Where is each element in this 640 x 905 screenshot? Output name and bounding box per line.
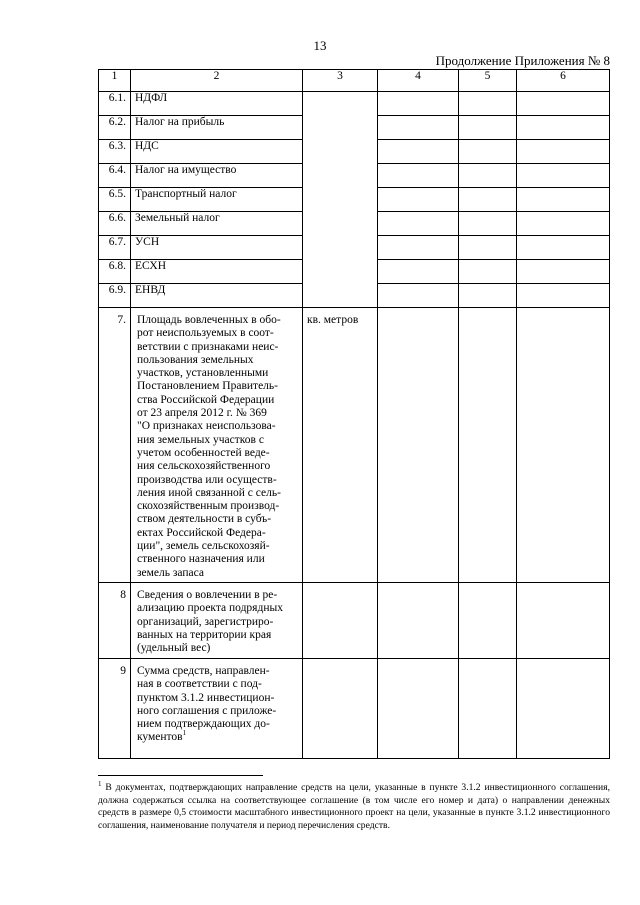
value-cell	[378, 188, 459, 212]
value-cell	[378, 92, 459, 116]
row-name: Земельный налог	[131, 212, 303, 236]
value-cell	[378, 236, 459, 260]
text-line: ством деятельности в субъ-	[137, 513, 272, 526]
row-8-description	[131, 582, 303, 658]
text-fragment: кументов	[137, 731, 183, 744]
value-cell	[517, 308, 610, 583]
row-name: ЕНВД	[131, 284, 303, 308]
row-number: 6.8.	[99, 260, 131, 284]
row-name: УСН	[131, 236, 303, 260]
value-cell	[459, 212, 517, 236]
row-number: 6.6.	[99, 212, 131, 236]
value-cell	[517, 582, 610, 658]
column-header: 5	[459, 70, 517, 92]
footnote-text: В документах, подтверждающих направление средств на цели, указанные в пункте 3.1.2 инвестиционного соглашения, должна содержаться ссылка на соответствующее соглашение (в том числе его номер и дата) о направлении денежных средств в размере 0,5 стоимости масштабного инвестиционного проект на цели, указанные в пункте 3.1.2 инвестиционного соглашения, наименование получателя и период перечисления средств.	[98, 782, 610, 831]
column-header: 4	[378, 70, 459, 92]
row-7-unit: кв. метров	[303, 308, 378, 583]
text-line: ства Российской Федерации	[137, 393, 275, 406]
text-line: ления иной связанной с сель-	[137, 486, 281, 499]
value-cell	[459, 658, 517, 758]
row-number: 6.7.	[99, 236, 131, 260]
table-row-9	[99, 658, 610, 758]
table-row-7	[99, 308, 610, 583]
value-cell	[517, 116, 610, 140]
value-cell	[378, 582, 459, 658]
row-9-description	[131, 658, 303, 758]
text-line: ветствии с признаками неис-	[137, 340, 279, 353]
text-line: пользования земельных	[137, 353, 254, 366]
value-cell	[459, 284, 517, 308]
text-line: Площадь вовлеченных в обо-	[137, 314, 281, 326]
row-number: 7.	[99, 308, 131, 583]
text-line: организаций, зарегистриро-	[137, 615, 274, 628]
text-line: Сведения о вовлечении в ре-	[137, 588, 278, 601]
text-line: ализацию проекта подрядных	[137, 602, 283, 615]
text-line: ная в соответствии с под-	[137, 678, 262, 691]
text-line: участков, установленными	[137, 367, 269, 380]
value-cell	[459, 582, 517, 658]
row-name: НДС	[131, 140, 303, 164]
text-line: рот неиспользуемых в соот-	[137, 327, 274, 340]
text-line: скохозяйственным производ-	[137, 500, 280, 513]
table-row-8	[99, 582, 610, 658]
value-cell	[378, 658, 459, 758]
text-line: ного соглашения с приложе-	[137, 704, 277, 717]
row-number: 6.1.	[99, 92, 131, 116]
row-7-description	[131, 308, 303, 583]
row-name: Транспортный налог	[131, 188, 303, 212]
unit-cell-merged	[303, 92, 378, 308]
text-line: (удельный вес)	[137, 642, 211, 655]
value-cell	[378, 308, 459, 583]
value-cell	[459, 140, 517, 164]
column-header: 3	[303, 70, 378, 92]
value-cell	[517, 140, 610, 164]
row-number: 6.5.	[99, 188, 131, 212]
indicators-table	[98, 69, 610, 759]
value-cell	[517, 284, 610, 308]
value-cell	[517, 188, 610, 212]
text-line: производства или осуществ-	[137, 473, 277, 486]
row-number: 6.2.	[99, 116, 131, 140]
text-line: ции", земель сельскохозяй-	[137, 540, 270, 553]
value-cell	[459, 188, 517, 212]
text-line: ния сельскохозяйственного	[137, 460, 271, 473]
value-cell	[517, 236, 610, 260]
value-cell	[459, 92, 517, 116]
footnote-ref[interactable]: 1	[182, 729, 187, 738]
value-cell	[517, 212, 610, 236]
unit-cell	[303, 658, 378, 758]
row-name: ЕСХН	[131, 260, 303, 284]
value-cell	[517, 164, 610, 188]
text-line: от 23 апреля 2012 г. № 369	[137, 407, 267, 420]
row-number: 6.4.	[99, 164, 131, 188]
column-header: 2	[131, 70, 303, 92]
unit-cell	[303, 582, 378, 658]
value-cell	[459, 116, 517, 140]
value-cell	[517, 260, 610, 284]
value-cell	[517, 92, 610, 116]
text-line	[137, 731, 299, 744]
row-name: НДФЛ	[131, 92, 303, 116]
text-line: земель запаса	[137, 566, 204, 579]
value-cell	[378, 284, 459, 308]
page-number: 13	[313, 38, 327, 53]
row-number: 8	[99, 582, 131, 658]
value-cell	[459, 260, 517, 284]
text-line: ектах Российской Федера-	[137, 526, 266, 539]
table-row	[99, 92, 610, 116]
value-cell	[459, 308, 517, 583]
row-name: Налог на прибыль	[131, 116, 303, 140]
column-header: 6	[517, 70, 610, 92]
value-cell	[459, 164, 517, 188]
text-line: ния земельных участков с	[137, 433, 264, 446]
text-line: пунктом 3.1.2 инвестицион-	[137, 691, 275, 704]
text-line: ственного назначения или	[137, 553, 265, 566]
row-number: 9	[99, 658, 131, 758]
value-cell	[378, 140, 459, 164]
text-line: ванных на территории края	[137, 628, 272, 641]
column-header: 1	[99, 70, 131, 92]
text-line: Постановлением Правитель-	[137, 380, 278, 393]
row-number: 6.3.	[99, 140, 131, 164]
text-line: "О признаках неиспользова-	[137, 420, 276, 433]
footnote	[98, 779, 610, 832]
footnote-mark: 1	[98, 779, 102, 788]
text-line: нием подтверждающих до-	[137, 718, 270, 731]
continuation-label: Продолжение Приложения № 8	[435, 53, 610, 68]
row-number: 6.9.	[99, 284, 131, 308]
text-line: Сумма средств, направлен-	[137, 664, 270, 677]
value-cell	[378, 212, 459, 236]
value-cell	[378, 164, 459, 188]
table-header-row	[99, 70, 610, 92]
footnote-separator	[98, 775, 263, 776]
value-cell	[378, 116, 459, 140]
row-name: Налог на имущество	[131, 164, 303, 188]
value-cell	[378, 260, 459, 284]
value-cell	[517, 658, 610, 758]
text-line: учетом особенностей веде-	[137, 446, 270, 459]
value-cell	[459, 236, 517, 260]
